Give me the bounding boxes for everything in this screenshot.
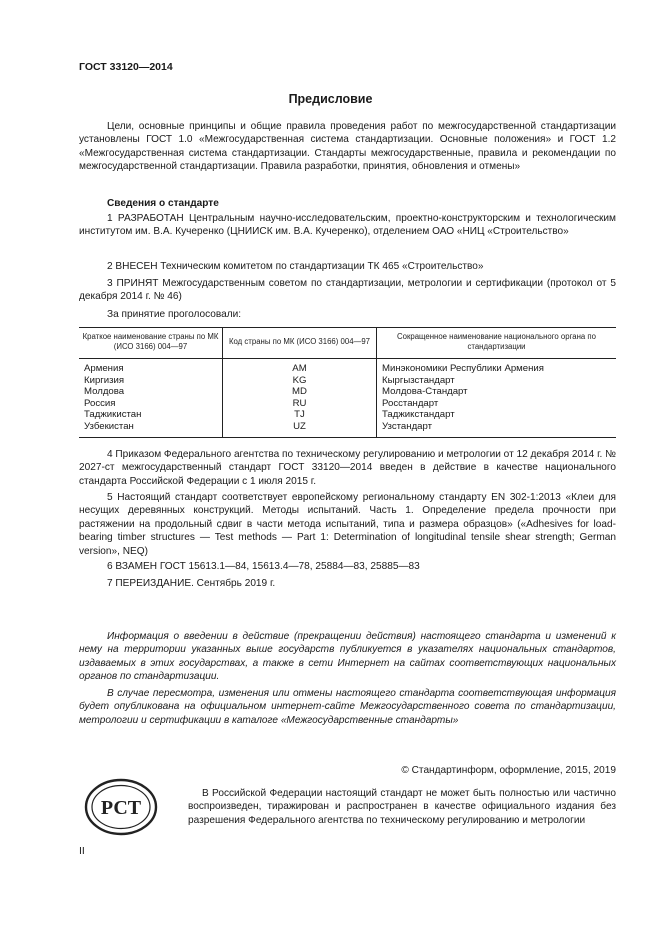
body-cell: Таджикстандарт	[377, 409, 617, 421]
table-row	[79, 409, 616, 421]
code-cell: AM	[223, 359, 377, 375]
vote-table-header-row	[79, 328, 616, 359]
document-number: ГОСТ 33120—2014	[79, 61, 173, 73]
country-cell: Киргизия	[84, 374, 125, 386]
table-row	[79, 359, 616, 375]
body-cell: Росстандарт	[377, 398, 617, 410]
code-cell: KG	[223, 375, 377, 387]
column-header-country: Краткое наименование страны по МК (ИСО 3166) 004—97	[79, 328, 223, 359]
body-cell: Кыргызстандарт	[377, 375, 617, 387]
country-cell: Молдова	[84, 386, 125, 398]
table-row	[79, 421, 616, 437]
column-header-code: Код страны по МК (ИСО 3166) 004—97	[223, 328, 377, 359]
foreword-title: Предисловие	[288, 92, 373, 106]
seal-lettering: РСТ	[100, 797, 142, 819]
item-corresponds-to: 5 Настоящий стандарт соответствует европейскому региональному стандарту EN 302-1:2013 «Клеи для несущих деревянных конструкций. Методы испытаний. Часть 1. Определение предела прочности при растяжении на продольный сдвиг в части метода испытаний, типа и размера образцов» («Adhesives for load-bearing timber structures — Test methods — Part 1: Determination of longitudinal tensile shear strength; German version», NEQ)	[79, 492, 616, 557]
table-row	[79, 375, 616, 387]
page-number: II	[79, 845, 85, 857]
table-row	[79, 398, 616, 410]
body-cell: Узстандарт	[377, 421, 617, 437]
reproduction-notice: В Российской Федерации настоящий стандарт не может быть полностью или частично воспроизведен, тиражирован и распространен в качестве официального издания без разрешения Федерального агентства по техническому регулированию и метрологии	[188, 788, 616, 826]
vote-intro: За принятие проголосовали:	[107, 309, 242, 320]
item-enacted-by: 4 Приказом Федерального агентства по техническому регулированию и метрологии от 12 декабря 2014 г. № 2027-ст межгосударственный стандарт ГОСТ 33120—2014 введен в действие в качестве национального стандарта Российской Федерации с 1 июля 2015 г.	[79, 449, 616, 487]
info-paragraph-enactment: Информация о введении в действие (прекращении действия) настоящего стандарта и изменений к нему на территории указанных выше государств публикуется в указателях национальных стандартов, издаваемых в этих государствах, а также в сети Интернет на сайтах соответствующих национальных органов по стандартизации.	[79, 631, 616, 683]
code-cell: TJ	[223, 409, 377, 421]
column-header-body: Сокращенное наименование национального органа по стандартизации	[377, 328, 617, 359]
vote-table	[79, 327, 616, 438]
country-cell: Узбекистан	[84, 420, 134, 432]
country-cell: Таджикистан	[84, 409, 142, 421]
table-row	[79, 386, 616, 398]
country-cell: Россия	[84, 397, 116, 409]
code-cell: UZ	[223, 421, 377, 437]
foreword-intro: Цели, основные принципы и общие правила проведения работ по межгосударственной стандартизации установлены ГОСТ 1.0 «Межгосударственная система стандартизации. Основные положения» и ГОСТ 1.2 «Межгосударственная система стандартизации. Стандарты межгосударственные, правила и рекомендации по межгосударственной стандартизации. Правила разработки, принятия, обновления и отмены»	[79, 121, 616, 173]
item-submitted-by: 2 ВНЕСЕН Техническим комитетом по стандартизации ТК 465 «Строительство»	[107, 261, 484, 272]
item-replaces: 6 ВЗАМЕН ГОСТ 15613.1—84, 15613.4—78, 25884—83, 25885—83	[107, 561, 420, 572]
item-developed-by: 1 РАЗРАБОТАН Центральным научно-исследовательским, проектно-конструкторским и технологическим институтом им. В.А. Кучеренко (ЦНИИСК им. В.А. Кучеренко), отделением ОАО «НИЦ «Строительство»	[79, 213, 616, 238]
code-cell: MD	[223, 386, 377, 398]
item-reissue: 7 ПЕРЕИЗДАНИЕ. Сентябрь 2019 г.	[107, 578, 276, 589]
country-cell: Армения	[84, 363, 124, 374]
standard-info-subtitle: Сведения о стандарте	[107, 198, 219, 209]
gost-r-seal-icon	[83, 777, 159, 837]
info-paragraph-revision: В случае пересмотра, изменения или отмены настоящего стандарта соответствующая информация будет опубликована на официальном интернет-сайте Межгосударственного совета по стандартизации, метрологии и сертификации в каталоге «Межгосударственные стандарты»	[79, 688, 616, 726]
body-cell: Минэкономики Республики Армения	[377, 359, 617, 375]
code-cell: RU	[223, 398, 377, 410]
body-cell: Молдова-Стандарт	[377, 386, 617, 398]
copyright-line: © Стандартинформ, оформление, 2015, 2019	[401, 765, 616, 776]
item-adopted-by: 3 ПРИНЯТ Межгосударственным советом по стандартизации, метрологии и сертификации (протокол от 5 декабря 2014 г. № 46)	[79, 278, 616, 303]
